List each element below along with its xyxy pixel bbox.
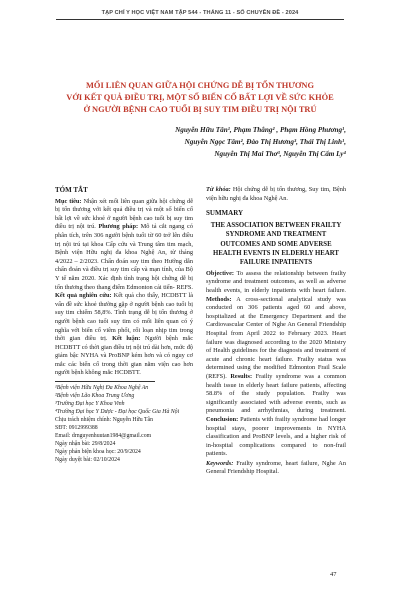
methods-text: Mô tả cắt ngang có phân tích, trên 306 người bệnh tuổi từ 60 trở lên điều trị nội trú tại khoa Cấp cứu và Trung tâm tim mạch, Bệnh viện Hữu nghị đa khoa Nghệ An, từ tháng 4/2022 – 2/2023. Chẩn đoán suy tim theo Hướng dẫn chẩn đoán và điều trị suy tim cấp và mạn tính, của Bộ Y tế năm 2020. Xác định tình trạng hội chứng dễ bị tổn thương theo thang điểm Edmonton cải tiến- REFS. bbox=[55, 223, 193, 291]
vn-keywords bbox=[206, 186, 346, 203]
objective-en-text: To assess the relationship between frailty syndrome and treatment outcomes, as well as adverse health events, in elderly inpatients with heart failure. bbox=[206, 269, 346, 294]
right-column bbox=[206, 186, 346, 477]
en-keywords-text: Frailty syndrome, heart failure, Nghe An General Friendship Hospital. bbox=[206, 459, 346, 476]
affiliation-footnote: ⁴Trường Đại học Y Dược - Đại học Quốc Gia Hà Nội bbox=[55, 409, 180, 416]
methods-label: Phương pháp: bbox=[98, 223, 139, 231]
results-label: Kết quả nghiên cứu: bbox=[55, 292, 112, 300]
contact-line: Chịu trách nhiệm chính: Nguyễn Hữu Tân bbox=[55, 417, 154, 424]
methods-en-label: Methods: bbox=[206, 295, 232, 303]
en-keywords-label: Keywords: bbox=[206, 459, 234, 467]
abstract-body bbox=[55, 198, 193, 378]
objective-en-label: Objective: bbox=[206, 269, 234, 277]
conclusion-en-label: Conclusion: bbox=[206, 415, 239, 423]
title-line: MỐI LIÊN QUAN GIỮA HỘI CHỨNG DỄ BỊ TỔN THƯƠNG bbox=[86, 81, 314, 90]
conclusion-en-text: Patients with frailty syndrome had longer hospital stays, poorer improvements in NYHA classification and ProBNP levels, and a higher risk of in-hospital complications compared to non-frail patients. bbox=[206, 415, 346, 458]
objective-label: Mục tiêu: bbox=[55, 197, 82, 205]
conclusion-label: Kết luận: bbox=[112, 335, 141, 343]
page-number: 47 bbox=[330, 571, 337, 578]
title-line: VỚI KẾT QUẢ ĐIỀU TRỊ, MỘT SỐ BIẾN CỐ BẤT LỢI VỀ SỨC KHỎE bbox=[66, 93, 334, 102]
results-en-label: Results: bbox=[230, 372, 253, 380]
results-text: Kết quả cho thấy, HCDBTT là vấn đề sức khoẻ thường gặp ở người bệnh cao tuổi bị suy tim chiếm 58,8%. Tình trạng dễ bị tổn thương ở người bệnh cao tuổi suy tim có mối liên quan có ý nghĩa với biến cố viêm phổi, rối loạn nhịp tim trong thời gian điều trị. bbox=[55, 292, 193, 343]
methods-en-text: A cross-sectional analytical study was conducted on 306 patients aged 60 and above, hospitalized at the Emergency Department and the Cardiovascular Center of Nghe An General Friendship Hospital from April 2022 to February 2023. Heart failure was diagnosed according to the 2020 Ministry of Health guidelines for the diagnosis and treatment of acute and chronic heart failure. Frailty status was determined using the modified Edmonton Frail Scale (REFS). bbox=[206, 295, 346, 380]
contact-line: Ngày phản biện khoa học: 20/9/2024 bbox=[55, 449, 141, 456]
title-line: Ở NGƯỜI BỆNH CAO TUỔI BỊ SUY TIM ĐIỀU TRỊ NỘI TRÚ bbox=[83, 105, 317, 114]
vn-keywords-text: Hội chứng dễ bị tổn thương, Suy tim, Bệnh viện hữu nghị đa khoa Nghệ An. bbox=[206, 186, 346, 202]
summary-heading: SUMMARY bbox=[206, 209, 244, 218]
footnote-divider bbox=[55, 381, 155, 382]
author-line: Nguyễn Ngọc Tâm², Đào Thị Hương³, Thái Thị Linh¹, bbox=[184, 138, 346, 146]
affiliation-footnote: ¹Bệnh viện Hữu Nghị Đa Khoa Nghệ An bbox=[55, 385, 149, 392]
author-list bbox=[106, 124, 346, 160]
objective-text: Nhận xét mối liên quan giữa hội chứng dễ bị tổn thương với kết quả điều trị và một số biến cố bất lợi về sức khoẻ ở người bệnh cao tuổi bị suy tim điều trị nội trú. bbox=[55, 197, 193, 231]
contact-line: Email: drnguyenhuutan1984@gmail.com bbox=[55, 433, 152, 440]
author-line: Nguyễn Hữu Tân¹, Phạm Thắng² , Phạm Hồng Phương¹, bbox=[175, 126, 346, 134]
summary-body bbox=[206, 270, 346, 459]
english-title: THE ASSOCIATION BETWEEN FRAILTY SYNDROME AND TREATMENT OUTCOMES AND SOME ADVERSE HEALTH EVENTS IN ELDERLY HEART FAILURE INPATIENTS bbox=[210, 221, 342, 267]
en-keywords bbox=[206, 460, 346, 477]
header-rule bbox=[56, 19, 344, 20]
contact-line: Ngày duyệt bài: 02/10/2024 bbox=[55, 457, 120, 464]
contact-line: Ngày nhận bài: 29/8/2024 bbox=[55, 441, 116, 448]
abstract-heading: TÓM TẮT bbox=[55, 186, 88, 194]
author-line: Nguyễn Thị Mai Thơ³, Nguyễn Thị Cẩm Ly⁴ bbox=[214, 150, 346, 158]
article-title bbox=[40, 80, 360, 116]
vn-keywords-label: Từ khóa: bbox=[206, 186, 231, 193]
results-en-text: Frailty syndrome was a common health issue in elderly heart failure patients, affecting 58.8% of the study population. Frailty was significantly associated with adverse events, such as pneumonia and arrhythmias, during treatment. bbox=[206, 372, 346, 415]
affiliation-footnote: ²Bệnh viện Lão Khoa Trung Ương bbox=[55, 393, 135, 400]
left-column bbox=[55, 186, 193, 464]
contact-line: SĐT: 0912999388 bbox=[55, 425, 98, 432]
journal-header: TẠP CHÍ Y HỌC VIỆT NAM TẬP 544 - THÁNG 11 - SỐ CHUYÊN ĐỀ - 2024 bbox=[101, 10, 299, 16]
affiliation-footnote: ³Trường Đại học Y Khoa Vinh bbox=[55, 401, 125, 408]
conclusion-text: Người bệnh mắc HCDBTT có thời gian điều trị nội trú dài hơn, mức độ giảm bậc NYHA và ProBNP kém hơn và có nguy cơ mắc các biến cố trong thời gian nằm viện cao hơn người bệnh không mắc HCDBTT. bbox=[55, 335, 193, 377]
